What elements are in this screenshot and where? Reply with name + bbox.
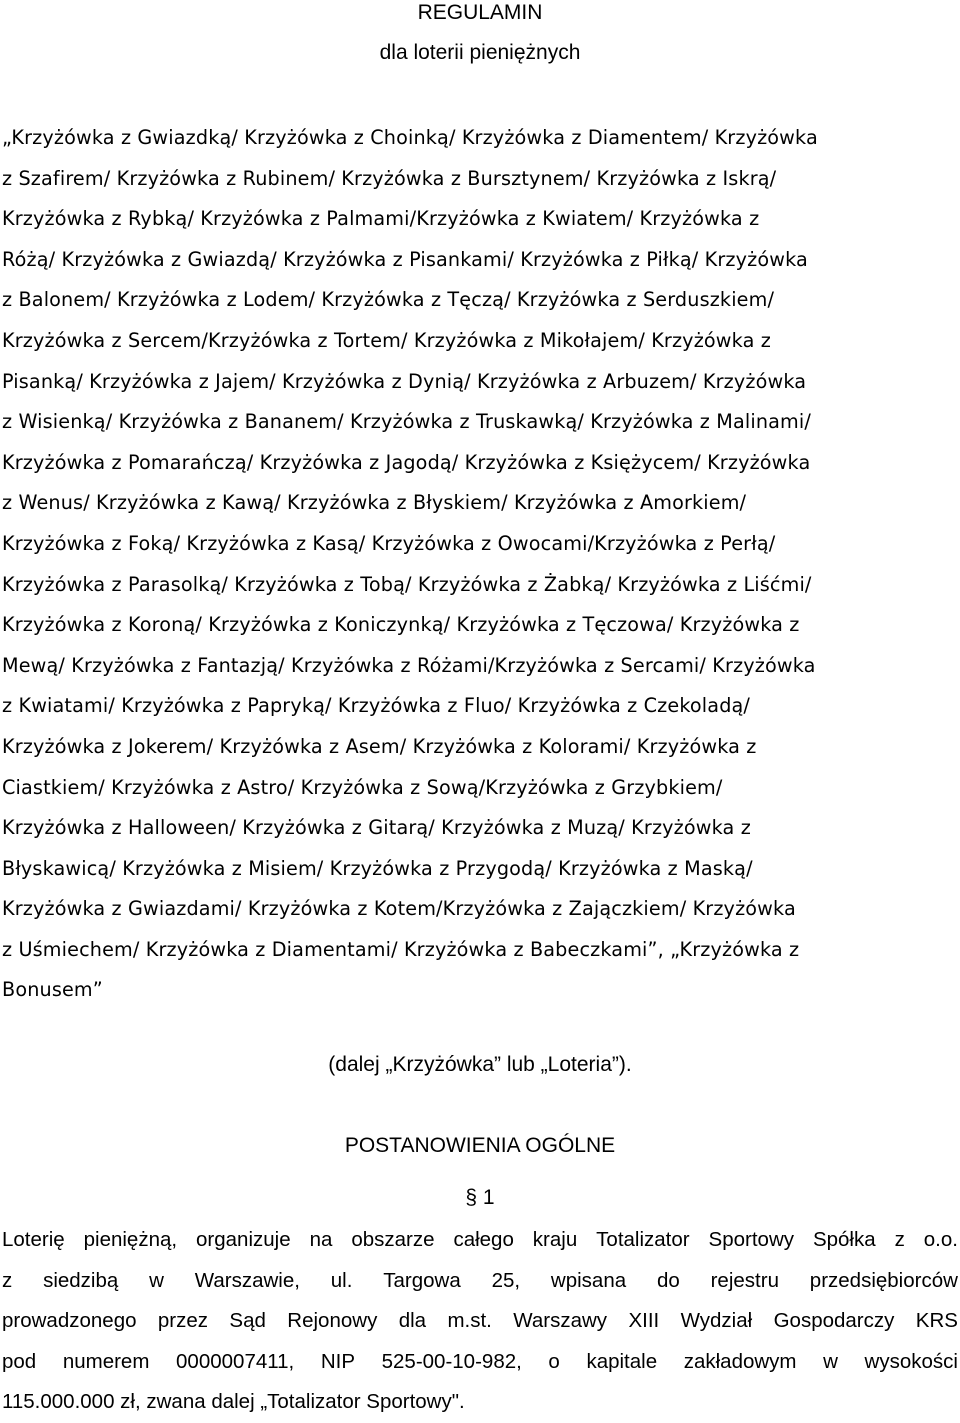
paragraph-word: pod <box>2 1349 37 1373</box>
paragraph-line <box>2 1342 958 1383</box>
paragraph-word: rejestru <box>710 1268 779 1292</box>
paragraph-word: XIII <box>628 1309 660 1333</box>
lottery-name-line: Pisanką/ Krzyżówka z Jajem/ Krzyżówka z Dynią/ Krzyżówka z Arbuzem/ Krzyżówka <box>2 369 807 393</box>
paragraph-word: wysokości <box>864 1349 958 1373</box>
paragraph-word: obszarze <box>351 1228 435 1251</box>
paragraph-word: KRS <box>915 1309 958 1333</box>
lottery-name-line: z Uśmiechem/ Krzyżówka z Diamentami/ Krzyżówka z Babeczkami”, „Krzyżówka z <box>2 937 800 961</box>
paragraph-line <box>2 1220 958 1261</box>
paragraph-word: w <box>823 1349 838 1373</box>
lottery-name-line: z Szafirem/ Krzyżówka z Rubinem/ Krzyżówka z Bursztynem/ Krzyżówka z Iskrą/ <box>2 166 777 190</box>
lottery-name-line: z Wenus/ Krzyżówka z Kawą/ Krzyżówka z Błyskiem/ Krzyżówka z Amorkiem/ <box>2 491 747 515</box>
paragraph-word: na <box>309 1228 333 1251</box>
paragraph-word: przedsiębiorców <box>809 1268 958 1292</box>
paragraph-word: Loterię <box>2 1228 65 1251</box>
lottery-name-line: Krzyżówka z Halloween/ Krzyżówka z Gitarą/ Krzyżówka z Muzą/ Krzyżówka z <box>2 816 751 840</box>
paragraph-word: całego <box>453 1228 514 1251</box>
lottery-name-line: z Kwiatami/ Krzyżówka z Papryką/ Krzyżówka z Fluo/ Krzyżówka z Czekoladą/ <box>2 694 751 718</box>
lottery-name-line: Bonusem” <box>2 978 103 1002</box>
lottery-name-line: Krzyżówka z Jokerem/ Krzyżówka z Asem/ Krzyżówka z Kolorami/ Krzyżówka z <box>2 734 757 758</box>
paragraph-word: Wydział <box>680 1309 753 1333</box>
paragraph-word: Warszawie, <box>194 1268 300 1292</box>
paragraph-word: Totalizator <box>596 1228 690 1251</box>
naming-note: (dalej „Krzyżówka” lub „Loteria”). <box>328 1053 632 1076</box>
document-title: REGULAMIN <box>417 1 543 24</box>
lottery-name-line: Krzyżówka z Koroną/ Krzyżówka z Koniczynką/ Krzyżówka z Tęczowa/ Krzyżówka z <box>2 613 800 637</box>
paragraph-word: dla <box>398 1309 427 1333</box>
paragraph-word: Gospodarczy <box>773 1309 895 1333</box>
paragraph-word: pieniężną, <box>83 1228 178 1251</box>
lottery-name-line: Różą/ Krzyżówka z Gwiazdą/ Krzyżówka z Pisankami/ Krzyżówka z Piłką/ Krzyżówka <box>2 247 808 271</box>
paragraph-word: o <box>548 1349 560 1373</box>
paragraph-word: kapitale <box>586 1349 658 1373</box>
paragraph-word: wpisana <box>550 1268 627 1292</box>
paragraph-word: NIP <box>320 1349 356 1373</box>
paragraph-word: z <box>2 1268 13 1292</box>
document-subtitle: dla loterii pieniężnych <box>379 41 581 64</box>
lottery-name-line: Krzyżówka z Parasolką/ Krzyżówka z Tobą/ Krzyżówka z Żabką/ Krzyżówka z Liśćmi/ <box>2 572 812 596</box>
paragraph-word: Rejonowy <box>287 1309 378 1333</box>
lottery-name-line: „Krzyżówka z Gwiazdką/ Krzyżówka z Choinką/ Krzyżówka z Diamentem/ Krzyżówka <box>2 126 818 149</box>
paragraph-word: Sportowy <box>708 1228 795 1251</box>
paragraph-word: organizuje <box>196 1228 291 1251</box>
paragraph-line <box>2 1261 958 1302</box>
paragraph-word: Targowa <box>383 1268 461 1292</box>
section-heading: POSTANOWIENIA OGÓLNE <box>344 1134 616 1157</box>
paragraph-word: o.o. <box>923 1228 958 1251</box>
paragraph-word: siedzibą <box>43 1268 119 1292</box>
paragraph-word: zakładowym <box>683 1349 797 1373</box>
lottery-name-line: Krzyżówka z Gwiazdami/ Krzyżówka z Kotem/Krzyżówka z Zajączkiem/ Krzyżówka <box>2 897 796 921</box>
paragraph-line: 115.000.000 zł, zwana dalej „Totalizator Sportowy". <box>2 1390 465 1414</box>
paragraph-word: do <box>656 1268 680 1292</box>
paragraph-word: prowadzonego <box>2 1309 137 1333</box>
lottery-name-line: Krzyżówka z Foką/ Krzyżówka z Kasą/ Krzyżówka z Owocami/Krzyżówka z Perłą/ <box>2 531 776 555</box>
lottery-name-line: Krzyżówka z Pomarańczą/ Krzyżówka z Jagodą/ Krzyżówka z Księżycem/ Krzyżówka <box>2 450 811 474</box>
paragraph-1 <box>2 1220 958 1423</box>
lottery-name-line: Krzyżówka z Rybką/ Krzyżówka z Palmami/Krzyżówka z Kwiatem/ Krzyżówka z <box>2 207 760 231</box>
lottery-name-line: Ciastkiem/ Krzyżówka z Astro/ Krzyżówka z Sową/Krzyżówka z Grzybkiem/ <box>2 775 723 799</box>
lottery-name-line: Krzyżówka z Sercem/Krzyżówka z Tortem/ Krzyżówka z Mikołajem/ Krzyżówka z <box>2 328 771 352</box>
lottery-name-line: Błyskawicą/ Krzyżówka z Misiem/ Krzyżówka z Przygodą/ Krzyżówka z Maską/ <box>2 856 753 880</box>
lottery-name-line: Mewą/ Krzyżówka z Fantazją/ Krzyżówka z Różami/Krzyżówka z Sercami/ Krzyżówka <box>2 653 816 677</box>
paragraph-word: w <box>149 1268 164 1292</box>
paragraph-word: m.st. <box>447 1309 492 1333</box>
paragraph-word: 525-00-10-982, <box>381 1349 522 1373</box>
paragraph-word: 0000007411, <box>176 1349 295 1373</box>
paragraph-word: 25, <box>491 1268 521 1292</box>
paragraph-word: przez <box>157 1309 209 1333</box>
paragraph-word: numerem <box>62 1349 150 1373</box>
paragraph-word: Sąd <box>229 1309 266 1333</box>
paragraph-line <box>2 1301 958 1342</box>
lottery-name-line: z Balonem/ Krzyżówka z Lodem/ Krzyżówka z Tęczą/ Krzyżówka z Serduszkiem/ <box>2 288 775 312</box>
paragraph-word: kraju <box>532 1228 578 1251</box>
paragraph-word: Spółka <box>812 1228 876 1251</box>
paragraph-word: z <box>894 1228 905 1251</box>
paragraph-word: ul. <box>330 1268 353 1292</box>
paragraph-number: § 1 <box>465 1186 495 1209</box>
lottery-name-block <box>2 118 958 1011</box>
paragraph-word: Warszawy <box>513 1309 608 1333</box>
lottery-name-line: z Wisienką/ Krzyżówka z Bananem/ Krzyżówka z Truskawką/ Krzyżówka z Malinami/ <box>2 410 811 434</box>
